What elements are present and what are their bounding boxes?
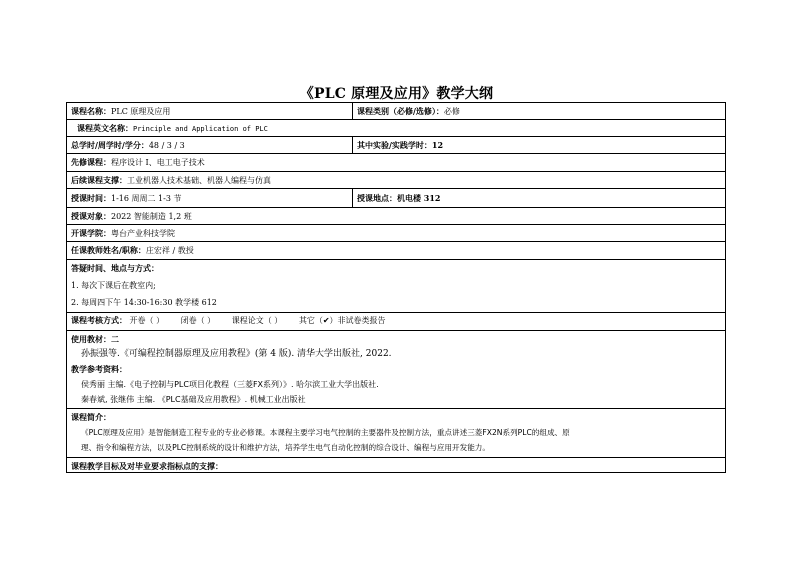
column-divider	[352, 188, 353, 207]
lab-hours-value: 12	[431, 140, 444, 150]
teacher-label: 任课教师姓名/职称：	[71, 245, 146, 255]
audience-row	[71, 211, 192, 222]
class-place-value: 机电楼 312	[397, 193, 441, 203]
assessment-label: 课程考核方式：	[71, 315, 127, 325]
intro-label: 课程简介：	[71, 412, 111, 422]
course-name-label: 课程名称：	[71, 106, 111, 116]
course-name-value: PLC 原理及应用	[111, 107, 171, 116]
prereq-value: 程序设计 I、电工电子技术	[111, 158, 205, 167]
row-divider	[67, 457, 725, 458]
office-hours-label: 答疑时间、地点与方式：	[71, 263, 159, 273]
references-label: 教学参考资料：	[71, 364, 127, 374]
lab-hours-row	[357, 140, 443, 151]
row-divider	[67, 241, 725, 242]
teacher-value: 庄宏祥 / 教授	[145, 246, 194, 255]
textbook-row	[71, 334, 119, 345]
followup-label: 后续课程支撑：	[71, 175, 127, 185]
row-divider	[67, 119, 725, 120]
lab-hours-label: 其中实验/实践学时：	[357, 140, 432, 150]
office-hours-line-2: 2. 每周四下午 14:30-16:30 教学楼 612	[71, 298, 217, 307]
other-prefix: 其它（	[298, 316, 323, 325]
assessment-closed-option[interactable]: 闭卷（ ）	[180, 316, 216, 325]
college-label: 开课学院：	[71, 228, 111, 238]
textbook-value: 二	[111, 334, 119, 344]
teacher-row	[71, 245, 194, 256]
class-place-label: 授课地点：	[357, 193, 397, 203]
other-suffix: ）非试卷类报告	[329, 316, 386, 325]
course-name-row	[71, 106, 170, 117]
objectives-label: 课程教学目标及对毕业要求指标点的支撑：	[71, 461, 223, 471]
row-divider	[67, 224, 725, 225]
english-name-value: Principle and Application of PLC	[133, 125, 268, 133]
hours-row	[71, 140, 185, 151]
course-type-label: 课程类别（必修/选修）：	[357, 106, 444, 116]
row-divider	[67, 153, 725, 154]
assessment-open-option[interactable]: 开卷（ ）	[129, 316, 165, 325]
followup-row	[71, 175, 271, 186]
assessment-paper-option[interactable]: 课程论文（ ）	[231, 316, 283, 325]
hours-label: 总学时/周学时/学分：	[71, 140, 149, 150]
course-type-value: 必修	[443, 107, 460, 116]
row-divider	[67, 207, 725, 208]
class-time-value: 1-16 周周二 1-3 节	[111, 194, 182, 203]
column-divider	[352, 103, 353, 119]
english-name-label: 课程英文名称：	[77, 123, 133, 133]
document-title: 《PLC 原理及应用》教学大纲	[299, 86, 494, 102]
hours-value: 48 / 3 / 3	[148, 141, 185, 150]
row-divider	[67, 330, 725, 331]
intro-line-2: 理、指令和编程方法，以及PLC控制系统的设计和维护方法，培养学生电气自动化控制的综合设计、编程与应用开发能力。	[81, 443, 490, 452]
textbook-entry: 孙振强等.《可编程控制器原理及应用教程》(第 4 版). 清华大学出版社, 2022.	[81, 349, 392, 359]
audience-label: 授课对象：	[71, 211, 111, 221]
row-divider	[67, 188, 725, 189]
assessment-other-option[interactable]	[299, 316, 386, 325]
textbook-label: 使用教材：	[71, 334, 111, 344]
checkmark-icon: ✔	[322, 316, 330, 325]
class-place-row	[357, 193, 440, 204]
college-row	[71, 228, 175, 239]
class-time-label: 授课时间：	[71, 193, 111, 203]
row-divider	[67, 312, 725, 313]
row-divider	[67, 171, 725, 172]
audience-value: 2022 智能制造 1,2 班	[111, 212, 192, 221]
reference-1: 侯秀丽 主编.《电子控制与PLC项目化教程（三菱FX系列）》. 哈尔滨工业大学出版社.	[81, 380, 379, 389]
followup-value: 工业机器人技术基础、机器人编程与仿真	[127, 176, 271, 185]
row-divider	[67, 408, 725, 409]
prereq-label: 先修课程：	[71, 157, 111, 167]
course-type-row	[357, 106, 460, 117]
column-divider	[352, 136, 353, 153]
row-divider	[67, 136, 725, 137]
reference-2: 秦春斌, 张继伟 主编. 《PLC基础及应用教程》. 机械工业出版社	[81, 395, 306, 404]
class-time-row	[71, 193, 181, 204]
college-value: 粤台产业科技学院	[111, 229, 175, 238]
assessment-row	[71, 315, 386, 326]
row-divider	[67, 259, 725, 260]
prereq-row	[71, 157, 205, 168]
office-hours-line-1: 1. 每次下课后在教室内;	[71, 281, 156, 290]
syllabus-table	[66, 102, 726, 473]
intro-line-1: 《PLC原理及应用》是智能制造工程专业的专业必修课。本课程主要学习电气控制的主要器件及控制方法，重点讲述三菱FX2N系列PLC的组成、原	[81, 428, 570, 437]
english-name-row	[77, 123, 268, 135]
